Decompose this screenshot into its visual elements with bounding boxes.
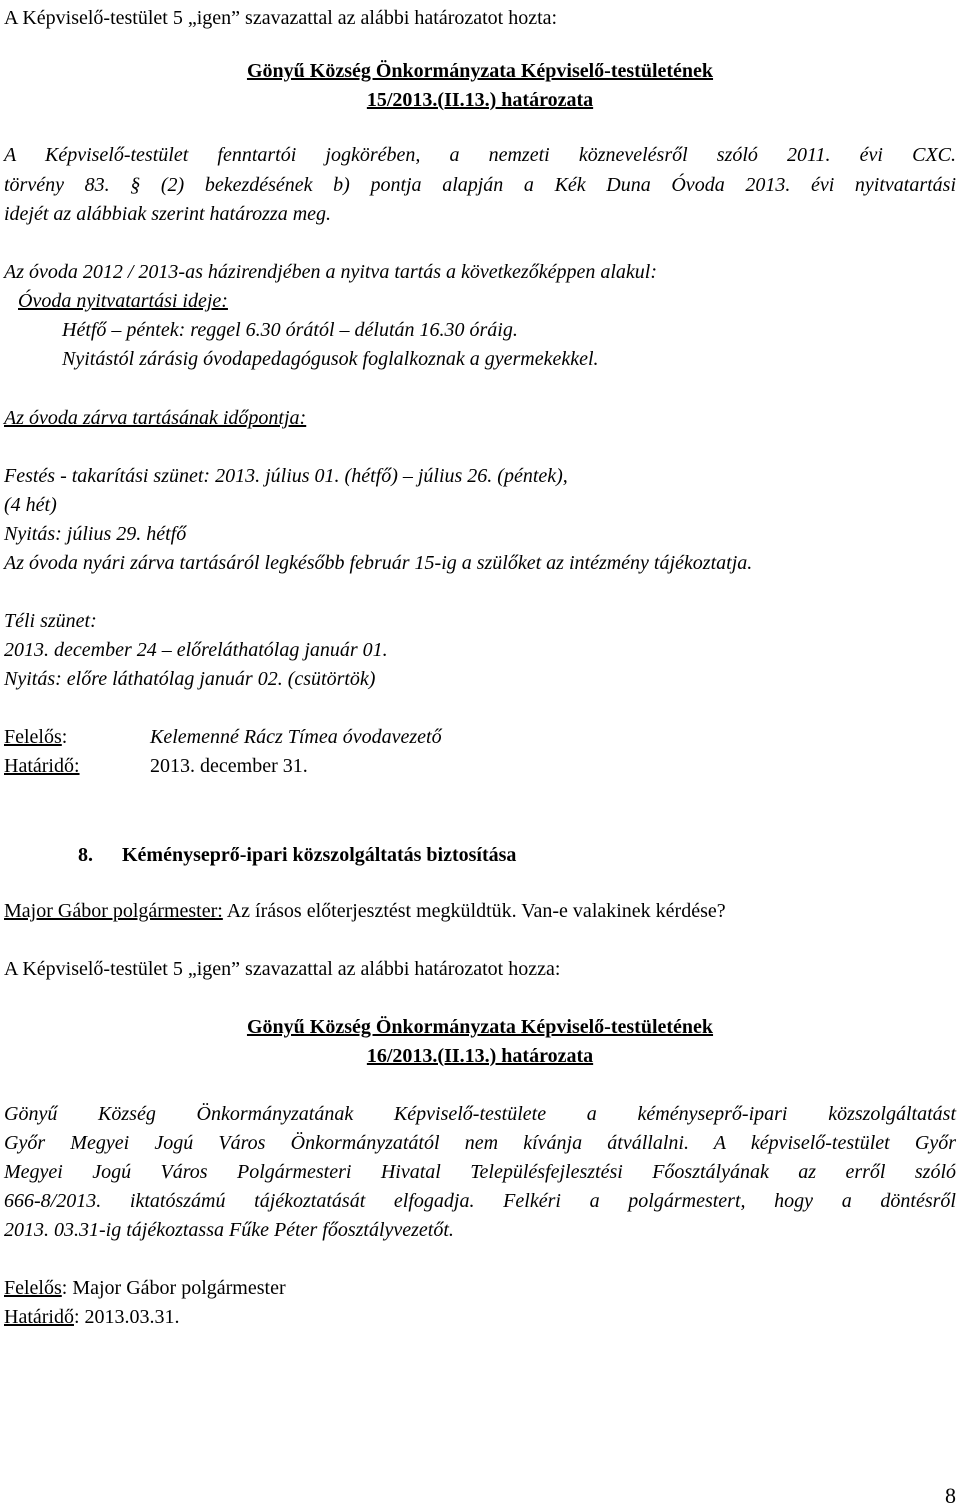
resolution-number-2: 16/2013.(II.13.) határozata bbox=[366, 1045, 594, 1067]
resolution-2-body-line-2: Győr Megyei Jogú Város Önkormányzatától nem kívánja átvállalni. A képviselő-testület Győr bbox=[4, 1132, 956, 1154]
winter-break-line-2: Nyitás: előre láthatólag január 02. (csütörtök) bbox=[4, 668, 376, 690]
closure-line-1: Festés - takarítási szünet: 2013. július 01. (hétfő) – július 26. (péntek), bbox=[4, 465, 568, 487]
deadline-value-2: : 2013.03.31. bbox=[73, 1306, 180, 1328]
responsible-row-2 bbox=[4, 1276, 286, 1300]
vote-intro-2: A Képviselő-testület 5 „igen” szavazattal az alábbi határozatot hozza: bbox=[4, 958, 561, 980]
page-number: 8 bbox=[945, 1483, 956, 1508]
resolution-number-1: 15/2013.(II.13.) határozata bbox=[366, 89, 594, 111]
responsible-label-2: Felelős bbox=[4, 1277, 62, 1299]
deadline-label-2: Határidő bbox=[4, 1306, 74, 1328]
responsible-value-2: : Major Gábor polgármester bbox=[61, 1277, 286, 1299]
section-number: 8. bbox=[78, 844, 93, 866]
speaker-speech: Az írásos előterjesztést megküldtük. Van-e valakinek kérdése? bbox=[226, 900, 726, 922]
resolution-2-body-line-4: 666-8/2013. iktatószámú tájékoztatását elfogadja. Felkéri a polgármestert, hogy a döntésről bbox=[4, 1190, 956, 1212]
deadline-row-2 bbox=[4, 1305, 180, 1329]
opening-hours-note: Nyitástól zárásig óvodapedagógusok foglalkoznak a gyermekekkel. bbox=[62, 348, 599, 370]
resolution-2-body-line-3: Megyei Jogú Város Polgármesteri Hivatal Településfejlesztési Főosztályának az erről szóló bbox=[4, 1161, 956, 1183]
speaker-line bbox=[4, 899, 726, 923]
speaker-name: Major Gábor polgármester: bbox=[4, 900, 223, 922]
deadline-value: 2013. december 31. bbox=[150, 755, 308, 777]
winter-break-heading: Téli szünet: bbox=[4, 610, 97, 632]
resolution-heading-2: Gönyű Község Önkormányzata Képviselő-testületének bbox=[246, 1016, 714, 1038]
resolution-heading-1: Gönyű Község Önkormányzata Képviselő-testületének bbox=[246, 60, 714, 82]
responsible-colon: : bbox=[61, 726, 68, 748]
resolution-1-body-line-2: törvény 83. § (2) bekezdésének b) pontja alapján a Kék Duna Óvoda 2013. évi nyitvatartási bbox=[4, 174, 956, 196]
vote-intro-1: A Képviselő-testület 5 „igen” szavazattal az alábbi határozatot hozta: bbox=[4, 7, 558, 29]
section-title: Kéményseprő-ipari közszolgáltatás biztosítása bbox=[122, 844, 517, 866]
opening-hours: Hétfő – péntek: reggel 6.30 órától – délután 16.30 óráig. bbox=[62, 319, 518, 341]
responsible-label: Felelős bbox=[4, 726, 62, 748]
resolution-1-body-line-3: idejét az alábbiak szerint határozza meg. bbox=[4, 203, 332, 225]
house-rules-line: Az óvoda 2012 / 2013-as házirendjében a nyitva tartás a következőképpen alakul: bbox=[4, 261, 657, 283]
responsible-value: Kelemenné Rácz Tímea óvodavezető bbox=[150, 726, 442, 748]
resolution-2-body-line-5: 2013. 03.31-ig tájékoztassa Fűke Péter főosztályvezetőt. bbox=[4, 1219, 454, 1241]
resolution-1-body-line-1: A Képviselő-testület fenntartói jogkörében, a nemzeti köznevelésről szóló 2011. évi CXC. bbox=[4, 144, 956, 166]
closure-heading: Az óvoda zárva tartásának időpontja: bbox=[4, 407, 307, 429]
responsible-row-1 bbox=[4, 725, 442, 749]
deadline-row-1 bbox=[4, 754, 308, 778]
resolution-2-body-line-1: Gönyű Község Önkormányzatának Képviselő-testülete a kéményseprő-ipari közszolgáltatást bbox=[4, 1103, 956, 1125]
closure-notice: Az óvoda nyári zárva tartásáról legkésőbb február 15-ig a szülőket az intézmény tájékoztatja. bbox=[4, 552, 753, 574]
closure-line-2: (4 hét) bbox=[4, 494, 57, 516]
deadline-label: Határidő: bbox=[4, 755, 80, 777]
closure-line-3: Nyitás: július 29. hétfő bbox=[4, 523, 187, 545]
winter-break-line-1: 2013. december 24 – előreláthatólag január 01. bbox=[4, 639, 388, 661]
opening-hours-heading: Óvoda nyitvatartási ideje: bbox=[18, 290, 228, 312]
